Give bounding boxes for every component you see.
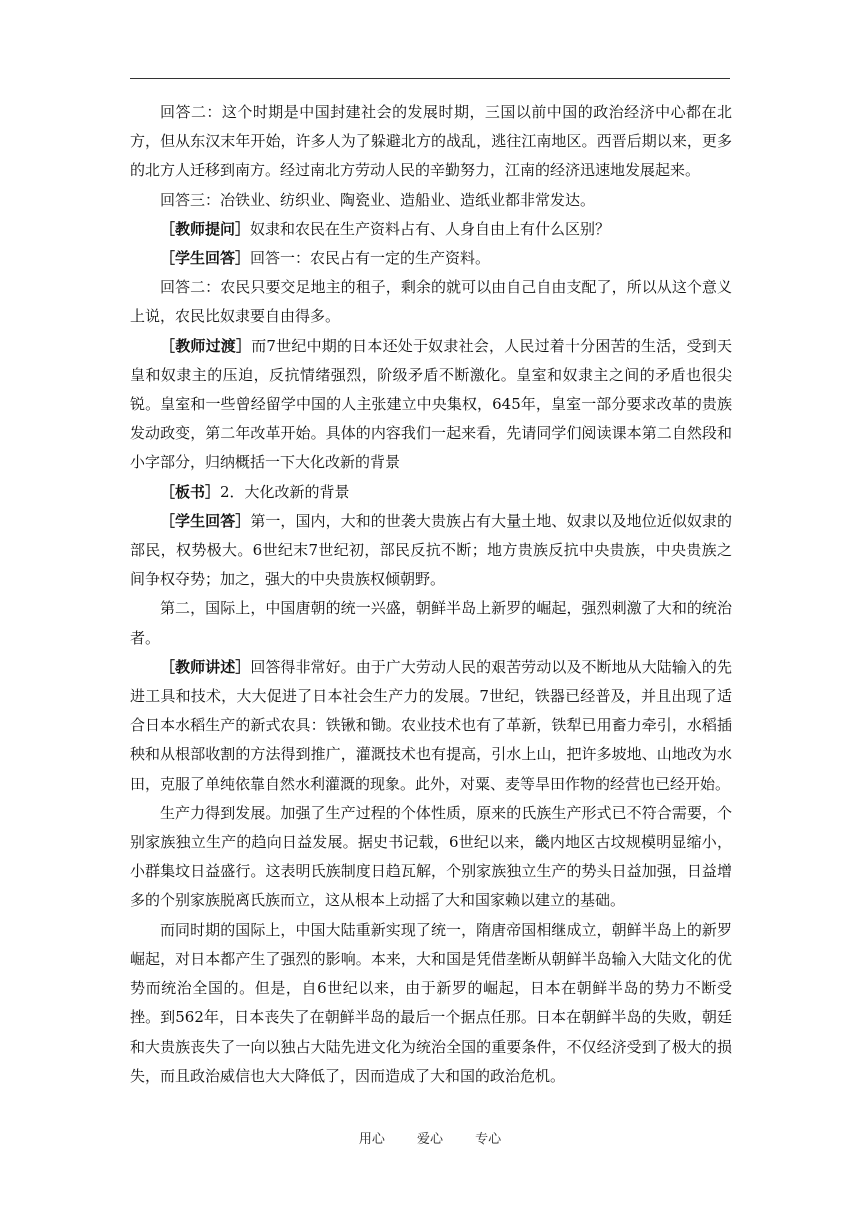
paragraph-tag: ［教师过渡］ <box>160 336 252 355</box>
paragraph-text: 而同时期的国际上，中国大陆重新实现了统一，隋唐帝国相继成立，朝鲜半岛上的新罗崛起，对日本都产生了强烈的影响。本来，大和国是凭借垄断从朝鲜半岛输入大陆文化的优势而统治全国的。但是，自6世纪以来，由于新罗的崛起，日本在朝鲜半岛的势力不断受挫。到562年，日本丧失了在朝鲜半岛的最后一个据点任那。日本在朝鲜半岛的失败，朝廷和大贵族丧失了一向以独占大陆先进文化为统治全国的重要条件，不仅经济受到了极大的损失，而且政治威信也大大降低了，因而造成了大和国的政治危机。 <box>130 920 732 1085</box>
header-rule <box>130 78 730 79</box>
paragraph-text: 而7世纪中期的日本还处于奴隶社会，人民过着十分困苦的生活，受到天皇和奴隶主的压迫，反抗情绪强烈，阶级矛盾不断激化。皇室和奴隶主之间的矛盾也很尖锐。皇室和一些曾经留学中国的人主张建立中央集权，645年，皇室一部分要求改革的贵族发动政变，第二年改革开始。具体的内容我们一起来看，先请同学们阅读课本第二自然段和小字部分，归纳概括一下大化改新的背景 <box>130 336 732 472</box>
page-footer <box>0 1128 860 1147</box>
paragraph-text: 回答二：这个时期是中国封建社会的发展时期，三国以前中国的政治经济中心都在北方，但从东汉末年开始，许多人为了躲避北方的战乱，逃往江南地区。西晋后期以来，更多的北方人迁移到南方。经过南北方劳动人民的辛勤努力，江南的经济迅速地发展起来。 <box>130 103 732 180</box>
paragraph <box>130 799 732 916</box>
paragraph-tag: ［教师讲述］ <box>160 657 251 676</box>
paragraph <box>130 186 732 215</box>
paragraph <box>130 244 732 273</box>
paragraph-tag: ［板书］ <box>160 482 221 501</box>
footer-item: 用心 <box>358 1132 385 1147</box>
paragraph <box>130 594 732 652</box>
paragraph-text: 回答二：农民只要交足地主的租子，剩余的就可以由自己自由支配了，所以从这个意义上说，农民比奴隶要自由得多。 <box>130 278 732 326</box>
paragraph-text: 2．大化改新的背景 <box>220 482 350 501</box>
paragraph <box>130 98 732 186</box>
paragraph-tag: ［教师提问］ <box>160 219 251 238</box>
footer-item: 爱心 <box>416 1132 443 1147</box>
paragraph-text: 第二，国际上，中国唐朝的统一兴盛，朝鲜半岛上新罗的崛起，强烈刺激了大和的统治者。 <box>130 599 732 647</box>
paragraph <box>130 332 732 478</box>
paragraph-text: 生产力得到发展。加强了生产过程的个体性质，原来的氏族生产形式已不符合需要，个别家族独立生产的趋向日益发展。据史书记载，6世纪以来，畿内地区古坟规模明显缩小，小群集坟日益盛行。这表明氏族制度日趋瓦解，个别家族独立生产的势头日益加强，日益增多的个别家族脱离氏族而立，这从根本上动摇了大和国家赖以建立的基础。 <box>130 803 732 910</box>
paragraph-tag: ［学生回答］ <box>160 511 251 530</box>
paragraph <box>130 273 732 331</box>
paragraph-text: 回答三：冶铁业、纺织业、陶瓷业、造船业、造纸业都非常发达。 <box>160 190 596 209</box>
footer-item: 专心 <box>475 1132 502 1147</box>
paragraph-text: 奴隶和农民在生产资料占有、人身自由上有什么区别？ <box>250 219 611 238</box>
paragraph <box>130 916 732 1091</box>
paragraph <box>130 478 732 507</box>
paragraph <box>130 653 732 799</box>
paragraph-text: 回答一：农民占有一定的生产资料。 <box>250 249 491 268</box>
paragraph-text: 第一，国内，大和的世袭大贵族占有大量土地、奴隶以及地位近似奴隶的部民，权势极大。6世纪末7世纪初，部民反抗不断；地方贵族反抗中央贵族，中央贵族之间争权夺势；加之，强大的中央贵族权倾朝野。 <box>130 511 732 589</box>
paragraph <box>130 507 732 595</box>
paragraph-tag: ［学生回答］ <box>160 249 251 268</box>
paragraph <box>130 215 732 244</box>
document-body <box>130 98 732 1091</box>
paragraph-text: 回答得非常好。由于广大劳动人民的艰苦劳动以及不断地从大陆输入的先进工具和技术，大大促进了日本社会生产力的发展。7世纪，铁器已经普及，并且出现了适合日本水稻生产的新式农具：铁锹和锄。农业技术也有了革新，铁犁已用畜力牵引，水稻插秧和从根部收割的方法得到推广，灌溉技术也有提高，引水上山，把许多坡地、山地改为水田，克服了单纯依靠自然水利灌溉的现象。此外，对粟、麦等旱田作物的经营也已经开始。 <box>130 657 732 793</box>
